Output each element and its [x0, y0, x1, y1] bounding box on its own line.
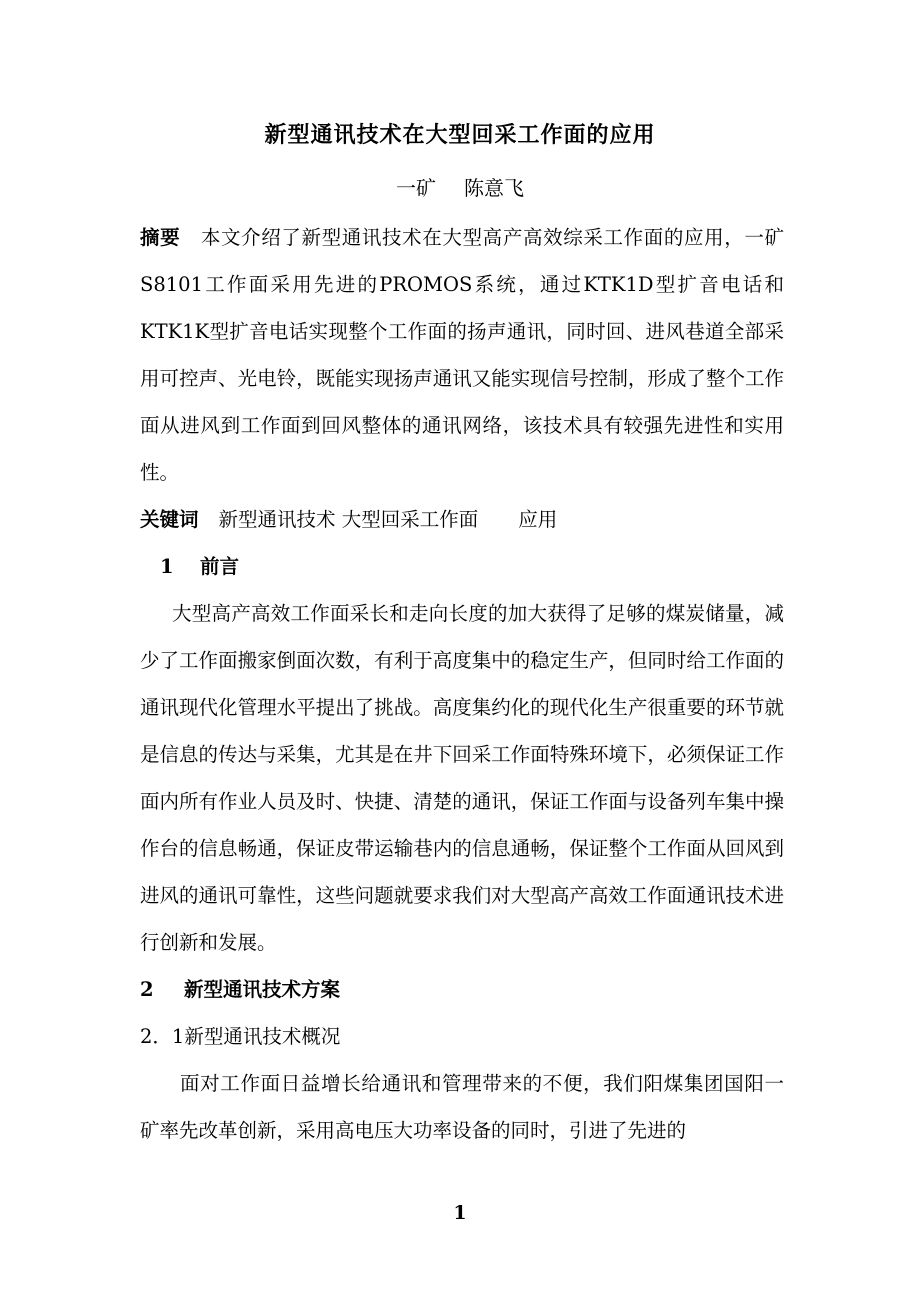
- section-2-number: 2: [140, 978, 154, 1001]
- subsection-2-1-paragraph: 面对工作面日益增长给通讯和管理带来的不便，我们阳煤集团国阳一矿率先改革创新，采用高电压大功率设备的同时，引进了先进的: [140, 1072, 784, 1142]
- keywords-label: 关键词: [140, 508, 199, 531]
- author-name: 陈意飞: [464, 176, 524, 200]
- section-2-title: 新型通讯技术方案: [184, 978, 341, 1001]
- keywords-line: [140, 496, 784, 543]
- abstract-label: 摘要: [140, 226, 181, 249]
- subsection-2-1-title: 新型通讯技术概况: [184, 1025, 341, 1048]
- author-line: [0, 172, 920, 201]
- document-title: 新型通讯技术在大型回采工作面的应用: [264, 122, 656, 148]
- keyword-1: 新型通讯技术: [218, 508, 336, 531]
- subsection-2-1-heading: [140, 1013, 784, 1060]
- section-1-number: 1: [160, 555, 174, 578]
- section-1-heading: [140, 543, 784, 590]
- abstract-text: 本文介绍了新型通讯技术在大型高产高效综采工作面的应用，一矿S8101工作面采用先进的PROMOS系统，通过KTK1D型扩音电话和KTK1K型扩音电话实现整个工作面的扬声通讯，同时回、进风巷道全部采用可控声、光电铃，既能实现扬声通讯又能实现信号控制，形成了整个工作面从进风到工作面到回风整体的通讯网络，该技术具有较强先进性和实用性。: [140, 226, 784, 484]
- section-1-title: 前言: [200, 555, 240, 578]
- abstract-paragraph: [140, 214, 784, 496]
- author-unit: 一矿: [396, 176, 436, 200]
- section-1-paragraph: 大型高产高效工作面采长和走向长度的加大获得了足够的煤炭储量，减少了工作面搬家倒面次数，有利于高度集中的稳定生产，但同时给工作面的通讯现代化管理水平提出了挑战。高度集约化的现代化生产很重要的环节就是信息的传达与采集，尤其是在井下回采工作面特殊环境下，必须保证工作面内所有作业人员及时、快捷、清楚的通讯，保证工作面与设备列车集中操作台的信息畅通，保证皮带运输巷内的信息通畅，保证整个工作面从回风到进风的通讯可靠性，这些问题就要求我们对大型高产高效工作面通讯技术进行创新和发展。: [140, 602, 784, 954]
- keyword-2: 大型回采工作面: [341, 508, 479, 531]
- section-2-heading: [140, 966, 784, 1013]
- keyword-3: 应用: [518, 508, 558, 531]
- subsection-2-1-number: 2．1: [140, 1025, 185, 1048]
- document-body: [140, 214, 784, 1154]
- page-number: 1: [453, 1202, 467, 1224]
